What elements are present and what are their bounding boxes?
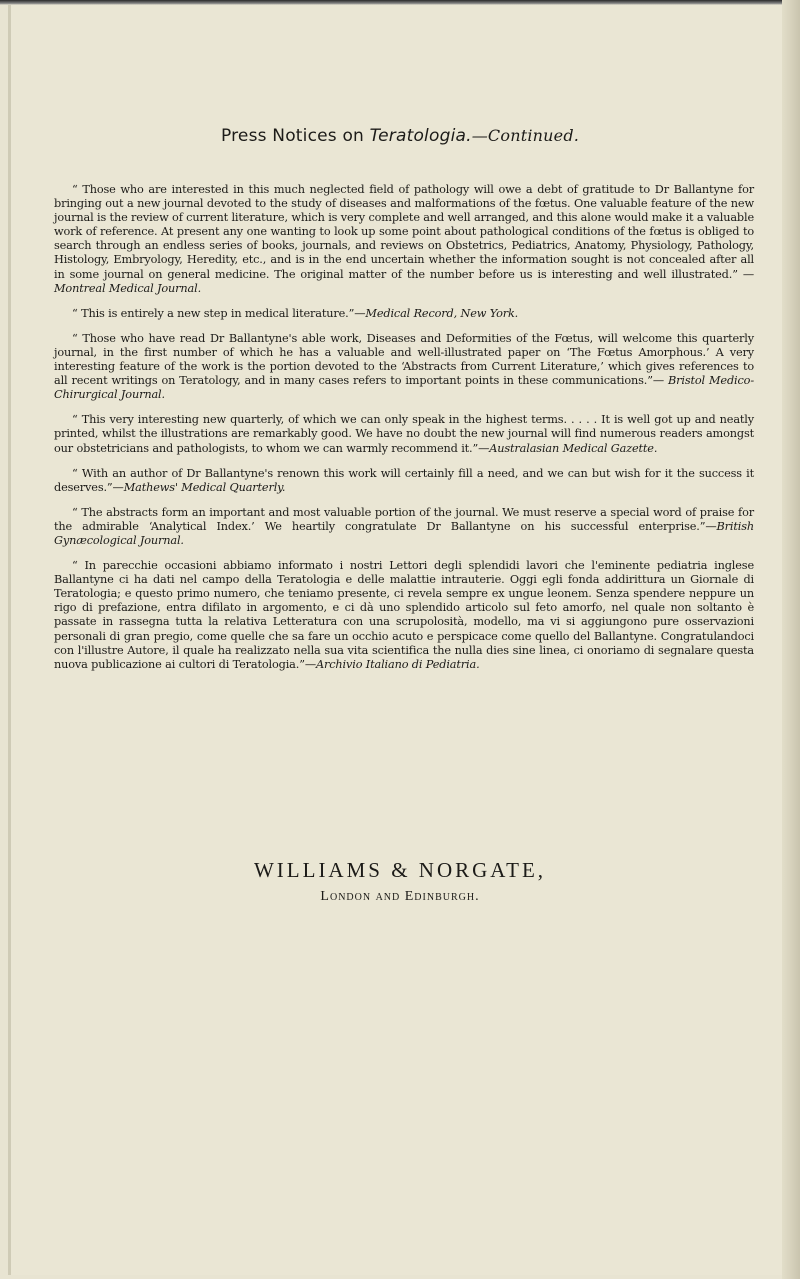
review-medical-record bbox=[54, 307, 754, 321]
review-archivio-italiano bbox=[54, 559, 754, 672]
page-title bbox=[0, 126, 800, 146]
press-notices bbox=[54, 183, 754, 683]
review-text: “ This is entirely a new step in medical literature.” bbox=[72, 306, 355, 320]
page-edge bbox=[782, 0, 800, 1279]
publisher-imprint bbox=[0, 858, 800, 905]
title-prefix: Press Notices on bbox=[220, 126, 365, 146]
title-journal: Teratologia. bbox=[369, 126, 472, 146]
review-text: “ The abstracts form an important and most valuable portion of the journal. We must reserve a special word of praise for the admirable ‘Analytical Index.’ We heartily congratulate Dr Ballantyne on his successful enterprise.” bbox=[54, 505, 754, 533]
review-source: —Medical Record, New York. bbox=[354, 306, 519, 320]
review-source: —British Gynæcological Journal. bbox=[54, 519, 754, 547]
review-source: —Archivio Italiano di Pediatria. bbox=[304, 657, 480, 671]
review-australasian bbox=[54, 413, 754, 455]
review-montreal bbox=[54, 183, 754, 296]
review-mathews bbox=[54, 467, 754, 495]
review-text: “ In parecchie occasioni abbiamo informato i nostri Lettori degli splendidi lavori che l'eminente pediatria inglese Ballantyne ci ha dati nel campo della Teratologia e delle malattie intrauterie. Oggi egli fonda addirittura un Giornale di Teratologia; e questo primo numero, che teniamo presente, ci revela sempre ex ungue leonem. Senza spendere neppure un rigo di prefazione, entra difilato in argomento, e ci dà uno splendido articolo sul feto amorfo, nel quale non soltanto è passate in rassegna tutta la relativa Letteratura con una scrupolosità, modello, ma vi si aggiungono pure osservazioni personali di gran pregio, come quelle che sa fare un occhio acuto e perspicace come quello del Ballantyne. Congratulandoci con l'illustre Autore, il quale ha realizzato nella sua vita scientifica the nulla dies sine linea, ci onoriamo di segnalare questa nuova publicazione ai cultori di Teratologia.” bbox=[54, 559, 754, 671]
review-text: “ With an author of Dr Ballantyne's renown this work will certainly fill a need, and we can but wish for it the success it deserves.” bbox=[54, 466, 754, 494]
review-source: —Mathews' Medical Quarterly. bbox=[112, 480, 286, 494]
top-edge-shadow bbox=[0, 0, 800, 5]
review-text: “ Those who have read Dr Ballantyne's able work, Diseases and Deformities of the Fœtus, will welcome this quarterly journal, in the first number of which he has a valuable and well-illustrated paper on ‘The Fœtus Amorphous.’ A very interesting feature of the work is the portion devoted to the ‘Abstracts from Current Literature,’ which gives references to all recent writings on Teratology, and in many cases refers to important points in these communications.” bbox=[54, 331, 754, 388]
review-british-gynaecological bbox=[54, 506, 754, 548]
review-bristol bbox=[54, 332, 754, 402]
review-source: — Bristol Medico-Chirurgical Journal. bbox=[54, 374, 754, 402]
review-text: “ This very interesting new quarterly, of which we can only speak in the highest terms. . . . . It is well got up and neatly printed, whilst the illustrations are remarkably good. We have no doubt the new journal will find numerous readers amongst our obstetricians and pathologists, to whom we can warmly recommend it.” bbox=[54, 413, 754, 455]
publisher-name: WILLIAMS & NORGATE, bbox=[253, 858, 547, 882]
review-source: —Australasian Medical Gazette. bbox=[478, 441, 658, 455]
review-text: “ Those who are interested in this much neglected field of pathology will owe a debt of gratitude to Dr Ballantyne for bringing out a new journal devoted to the study of diseases and malformations of the fœtus. One valuable feature of the new journal is the review of current literature, which is very complete and well arranged, and this alone would make it a valuable work of reference. At present any one wanting to look up some point about pathological conditions of the fœtus is obliged to search through an endless series of books, journals, and reviews on Obstetrics, Pediatrics, Anatomy, Physiology, Pathology, Histology, Embryology, Heredity, etc., and is in the end uncertain whether the information sought is not concealed after all in some journal on general medicine. The original matter of the number before us is interesting and well illustrated.” bbox=[54, 183, 754, 281]
review-source: —Montreal Medical Journal. bbox=[54, 267, 754, 295]
title-suffix: —Continued. bbox=[471, 126, 580, 145]
publisher-places: London and Edinburgh. bbox=[320, 889, 480, 904]
